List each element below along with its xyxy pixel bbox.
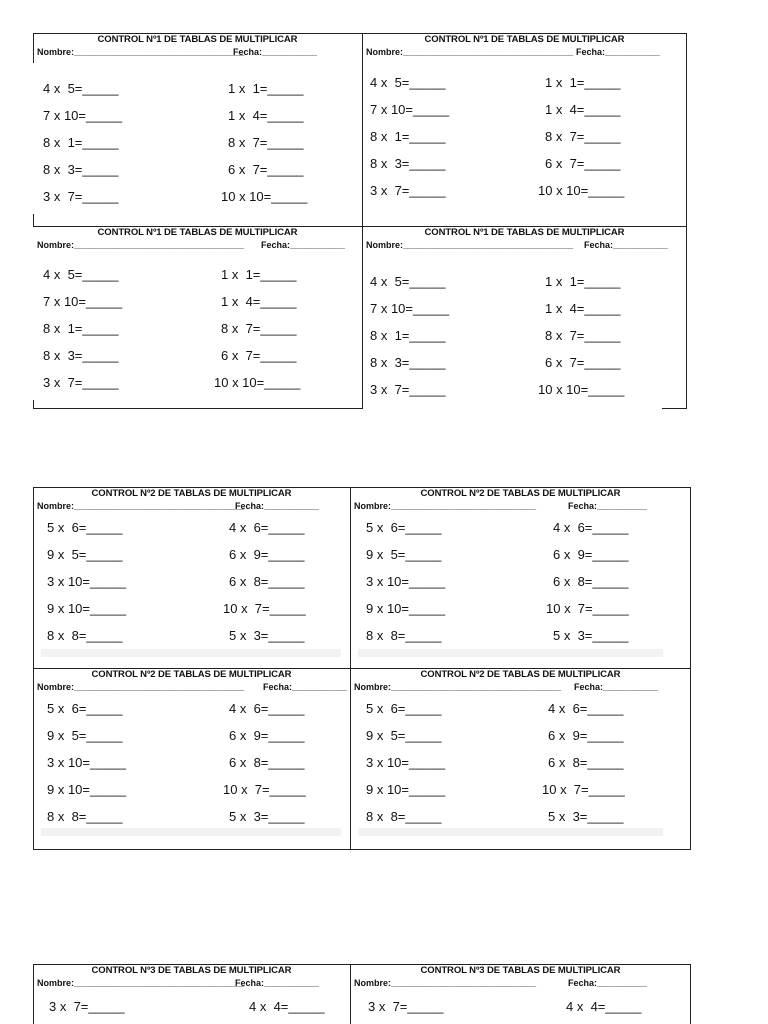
problem-right-3[interactable]: 6 x 8=_____ [548, 755, 624, 770]
problem-left-4[interactable]: 8 x 3=_____ [43, 348, 119, 363]
nombre-field[interactable]: Nombre:_____________________________ [354, 501, 537, 511]
problem-right-2[interactable]: 1 x 4=_____ [545, 102, 621, 117]
section1-bottom-border-right [662, 408, 687, 409]
problem-right-1[interactable]: 4 x 6=_____ [548, 701, 624, 716]
problem-left-4[interactable]: 9 x 10=_____ [366, 782, 446, 797]
fecha-field[interactable]: Fecha:___________ [235, 978, 320, 988]
quiz-card-1c [33, 226, 362, 408]
problem-left-1[interactable]: 4 x 5=_____ [43, 267, 119, 282]
problem-right-1[interactable]: 1 x 1=_____ [545, 274, 621, 289]
quiz-card-3b [350, 964, 691, 1024]
problem-right-3[interactable]: 8 x 7=_____ [228, 135, 304, 150]
row-shade [41, 649, 341, 657]
quiz-card-2d [350, 668, 691, 850]
problem-left-5[interactable]: 3 x 7=_____ [43, 189, 119, 204]
nombre-field[interactable]: Nombre:__________________________________ [366, 47, 574, 57]
problem-left-5[interactable]: 3 x 7=_____ [370, 183, 446, 198]
card-title: CONTROL Nº2 DE TABLAS DE MULTIPLICAR [91, 488, 292, 499]
fecha-field[interactable]: Fecha:___________ [574, 682, 659, 692]
problem-right-3[interactable]: 6 x 8=_____ [553, 574, 629, 589]
problem-left-1[interactable]: 3 x 7=_____ [368, 999, 444, 1014]
problem-left-1[interactable]: 4 x 5=_____ [43, 81, 119, 96]
problem-left-3[interactable]: 3 x 10=_____ [47, 755, 127, 770]
card-title: CONTROL Nº2 DE TABLAS DE MULTIPLICAR [420, 669, 621, 680]
problem-left-5[interactable]: 8 x 8=_____ [366, 809, 442, 824]
nombre-field[interactable]: Nombre:__________________________________ [366, 240, 574, 250]
problem-left-4[interactable]: 8 x 3=_____ [370, 355, 446, 370]
fecha-field[interactable]: Fecha:___________ [233, 47, 318, 57]
section1-bottom-border-left [33, 408, 362, 409]
problem-left-5[interactable]: 3 x 7=_____ [43, 375, 119, 390]
problem-right-1[interactable]: 4 x 6=_____ [553, 520, 629, 535]
problem-left-3[interactable]: 3 x 10=_____ [366, 755, 446, 770]
row-shade [358, 649, 663, 657]
problem-left-1[interactable]: 5 x 6=_____ [47, 701, 123, 716]
problem-right-5[interactable]: 5 x 3=_____ [229, 628, 305, 643]
problem-right-1[interactable]: 4 x 4=_____ [566, 999, 642, 1014]
nombre-field[interactable]: Nombre:__________________________________ [37, 501, 245, 511]
problem-right-3[interactable]: 6 x 8=_____ [229, 755, 305, 770]
problem-left-5[interactable]: 8 x 8=_____ [47, 628, 123, 643]
fecha-field[interactable]: Fecha:___________ [235, 501, 320, 511]
problem-right-2[interactable]: 6 x 9=_____ [553, 547, 629, 562]
card-title: CONTROL Nº1 DE TABLAS DE MULTIPLICAR [424, 227, 625, 238]
problem-left-1[interactable]: 5 x 6=_____ [366, 520, 442, 535]
problem-right-4[interactable]: 6 x 7=_____ [221, 348, 297, 363]
problem-right-1[interactable]: 1 x 1=_____ [228, 81, 304, 96]
problem-right-2[interactable]: 6 x 9=_____ [548, 728, 624, 743]
problem-right-1[interactable]: 1 x 1=_____ [545, 75, 621, 90]
card-title: CONTROL Nº3 DE TABLAS DE MULTIPLICAR [420, 965, 621, 976]
problem-left-5[interactable]: 3 x 7=_____ [370, 382, 446, 397]
problem-left-4[interactable]: 9 x 10=_____ [366, 601, 446, 616]
problem-left-3[interactable]: 8 x 1=_____ [43, 135, 119, 150]
problem-right-4[interactable]: 6 x 7=_____ [545, 156, 621, 171]
fecha-field[interactable]: Fecha:___________ [261, 240, 346, 250]
problem-left-2[interactable]: 7 x 10=_____ [370, 301, 450, 316]
card-title: CONTROL Nº1 DE TABLAS DE MULTIPLICAR [97, 34, 298, 45]
problem-right-5[interactable]: 10 x 10=_____ [538, 183, 625, 198]
problem-right-1[interactable]: 1 x 1=_____ [221, 267, 297, 282]
problem-left-3[interactable]: 8 x 1=_____ [370, 129, 446, 144]
nombre-field[interactable]: Nombre:__________________________________ [37, 47, 245, 57]
problem-right-2[interactable]: 6 x 9=_____ [229, 547, 305, 562]
nombre-field[interactable]: Nombre:__________________________________ [37, 682, 245, 692]
problem-left-1[interactable]: 5 x 6=_____ [47, 520, 123, 535]
problem-left-5[interactable]: 8 x 8=_____ [47, 809, 123, 824]
problem-left-2[interactable]: 7 x 10=_____ [43, 294, 123, 309]
nombre-field[interactable]: Nombre:_____________________________ [354, 978, 537, 988]
fecha-field[interactable]: Fecha:__________ [568, 501, 648, 511]
problem-right-5[interactable]: 10 x 10=_____ [221, 189, 308, 204]
problem-right-2[interactable]: 1 x 4=_____ [221, 294, 297, 309]
problem-right-3[interactable]: 8 x 7=_____ [221, 321, 297, 336]
card-title: CONTROL Nº1 DE TABLAS DE MULTIPLICAR [424, 34, 625, 45]
problem-left-3[interactable]: 3 x 10=_____ [366, 574, 446, 589]
quiz-card-1b [362, 33, 687, 226]
problem-left-1[interactable]: 5 x 6=_____ [366, 701, 442, 716]
fecha-field[interactable]: Fecha:___________ [263, 682, 348, 692]
problem-right-1[interactable]: 4 x 6=_____ [229, 701, 305, 716]
row-shade [358, 828, 663, 836]
problem-left-4[interactable]: 9 x 10=_____ [47, 601, 127, 616]
problem-left-4[interactable]: 8 x 3=_____ [370, 156, 446, 171]
quiz-card-2a [33, 487, 350, 668]
problem-right-3[interactable]: 6 x 8=_____ [229, 574, 305, 589]
problem-right-2[interactable]: 1 x 4=_____ [228, 108, 304, 123]
problem-right-4[interactable]: 10 x 7=_____ [223, 782, 306, 797]
card-title: CONTROL Nº1 DE TABLAS DE MULTIPLICAR [97, 227, 298, 238]
fecha-field[interactable]: Fecha:__________ [568, 978, 648, 988]
problem-left-4[interactable]: 9 x 10=_____ [47, 782, 127, 797]
problem-right-5[interactable]: 5 x 3=_____ [548, 809, 624, 824]
problem-left-4[interactable]: 8 x 3=_____ [43, 162, 119, 177]
quiz-card-1a [33, 33, 362, 226]
problem-left-3[interactable]: 8 x 1=_____ [43, 321, 119, 336]
problem-right-5[interactable]: 5 x 3=_____ [229, 809, 305, 824]
problem-right-2[interactable]: 1 x 4=_____ [545, 301, 621, 316]
problem-left-3[interactable]: 3 x 10=_____ [47, 574, 127, 589]
problem-left-2[interactable]: 9 x 5=_____ [366, 547, 442, 562]
quiz-card-2c [33, 668, 350, 850]
problem-left-2[interactable]: 7 x 10=_____ [43, 108, 123, 123]
quiz-card-1d [362, 226, 687, 408]
problem-right-4[interactable]: 10 x 7=_____ [546, 601, 629, 616]
problem-left-1[interactable]: 4 x 5=_____ [370, 75, 446, 90]
problem-left-2[interactable]: 9 x 5=_____ [47, 728, 123, 743]
problem-left-3[interactable]: 8 x 1=_____ [370, 328, 446, 343]
problem-left-2[interactable]: 9 x 5=_____ [366, 728, 442, 743]
nombre-field[interactable]: Nombre:__________________________________ [37, 978, 245, 988]
problem-right-5[interactable]: 10 x 10=_____ [538, 382, 625, 397]
problem-right-3[interactable]: 8 x 7=_____ [545, 328, 621, 343]
problem-right-1[interactable]: 4 x 6=_____ [229, 520, 305, 535]
fecha-field[interactable]: Fecha:___________ [584, 240, 669, 250]
problem-left-5[interactable]: 8 x 8=_____ [366, 628, 442, 643]
quiz-card-3a [33, 964, 350, 1024]
row-shade [41, 828, 341, 836]
problem-left-2[interactable]: 9 x 5=_____ [47, 547, 123, 562]
problem-left-1[interactable]: 3 x 7=_____ [49, 999, 125, 1014]
problem-right-3[interactable]: 8 x 7=_____ [545, 129, 621, 144]
card-title: CONTROL Nº2 DE TABLAS DE MULTIPLICAR [420, 488, 621, 499]
card-title: CONTROL Nº2 DE TABLAS DE MULTIPLICAR [91, 669, 292, 680]
fecha-field[interactable]: Fecha:___________ [576, 47, 661, 57]
problem-left-1[interactable]: 4 x 5=_____ [370, 274, 446, 289]
nombre-field[interactable]: Nombre:__________________________________ [37, 240, 245, 250]
problem-left-2[interactable]: 7 x 10=_____ [370, 102, 450, 117]
nombre-field[interactable]: Nombre:__________________________________ [354, 682, 562, 692]
card-title: CONTROL Nº3 DE TABLAS DE MULTIPLICAR [91, 965, 292, 976]
problem-right-2[interactable]: 6 x 9=_____ [229, 728, 305, 743]
quiz-card-2b [350, 487, 691, 668]
problem-right-4[interactable]: 6 x 7=_____ [228, 162, 304, 177]
problem-right-1[interactable]: 4 x 4=_____ [249, 999, 325, 1014]
problem-right-5[interactable]: 10 x 10=_____ [214, 375, 301, 390]
problem-right-5[interactable]: 5 x 3=_____ [553, 628, 629, 643]
problem-right-4[interactable]: 6 x 7=_____ [545, 355, 621, 370]
problem-right-4[interactable]: 10 x 7=_____ [542, 782, 625, 797]
problem-right-4[interactable]: 10 x 7=_____ [223, 601, 306, 616]
